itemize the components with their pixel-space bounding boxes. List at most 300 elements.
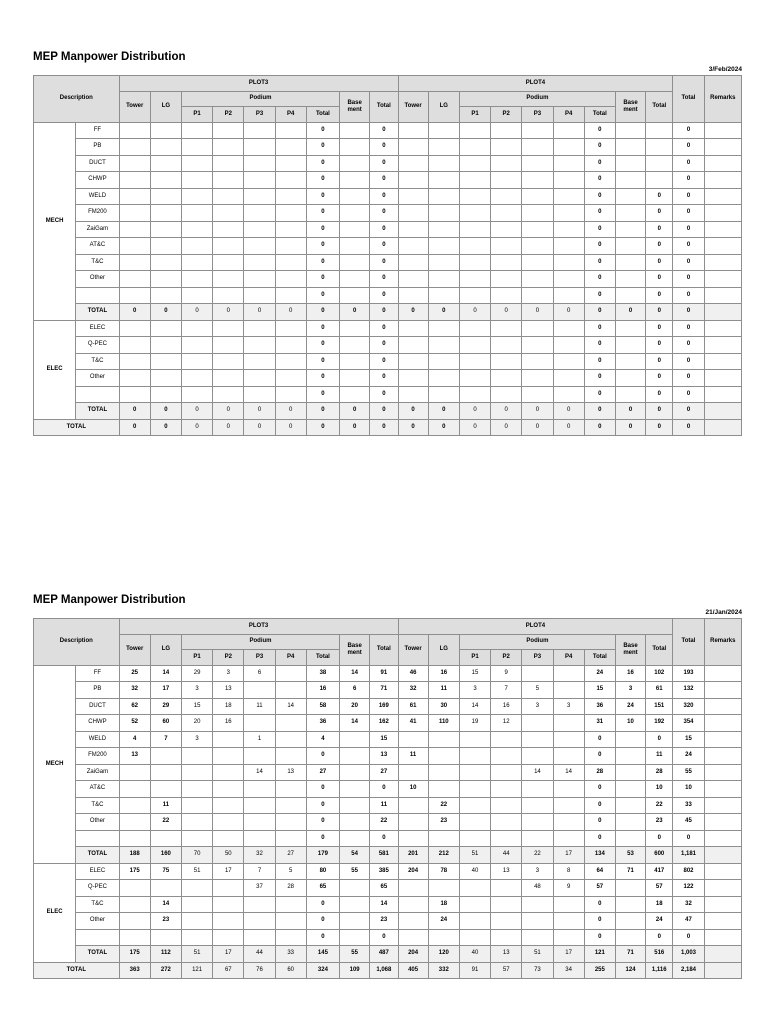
value-cell (459, 781, 490, 798)
value-cell (553, 254, 584, 271)
value-cell (398, 221, 428, 238)
header-grand-total: Total (673, 619, 704, 666)
value-cell (181, 781, 212, 798)
value-cell (491, 271, 522, 288)
value-cell: 0 (615, 403, 645, 420)
value-cell (181, 929, 212, 946)
value-cell (522, 797, 553, 814)
value-cell (491, 781, 522, 798)
table-row (34, 929, 742, 946)
value-cell (244, 172, 275, 189)
value-cell: 0 (673, 403, 704, 420)
value-cell (398, 370, 428, 387)
value-cell (119, 880, 150, 897)
value-cell: 76 (244, 962, 275, 979)
value-cell (522, 254, 553, 271)
value-cell (704, 304, 741, 321)
value-cell: 50 (213, 847, 244, 864)
table-row (34, 386, 742, 403)
value-cell (428, 287, 459, 304)
value-cell: 3 (615, 682, 645, 699)
value-cell: 80 (306, 863, 339, 880)
value-cell (275, 913, 306, 930)
value-cell: 0 (553, 419, 584, 436)
value-cell (704, 913, 741, 930)
value-cell: 32 (244, 847, 275, 864)
value-cell: 0 (306, 337, 339, 354)
total-row (34, 304, 742, 321)
value-cell (428, 188, 459, 205)
value-cell: 0 (646, 304, 673, 321)
value-cell (428, 320, 459, 337)
value-cell (428, 271, 459, 288)
value-cell (340, 172, 370, 189)
value-cell (340, 337, 370, 354)
value-cell: 0 (584, 830, 615, 847)
value-cell: 0 (306, 386, 339, 403)
value-cell: 14 (275, 698, 306, 715)
row-label: T&C (76, 254, 119, 271)
table-row (34, 370, 742, 387)
table-row (34, 764, 742, 781)
value-cell: 52 (119, 715, 150, 732)
value-cell (181, 320, 212, 337)
value-cell: 45 (673, 814, 704, 831)
value-cell (459, 320, 490, 337)
value-cell (553, 238, 584, 255)
row-label (76, 830, 119, 847)
value-cell: 17 (213, 946, 244, 963)
value-cell (491, 139, 522, 156)
value-cell: 121 (584, 946, 615, 963)
row-label: TOTAL (76, 403, 119, 420)
value-cell: 0 (150, 304, 181, 321)
value-cell (704, 698, 741, 715)
value-cell: 0 (340, 304, 370, 321)
value-cell (704, 830, 741, 847)
value-cell: 10 (646, 781, 673, 798)
value-cell: 0 (584, 353, 615, 370)
value-cell (340, 155, 370, 172)
value-cell: 0 (646, 419, 673, 436)
row-label: PB (76, 682, 119, 699)
value-cell: 0 (306, 238, 339, 255)
value-cell (340, 764, 370, 781)
value-cell (704, 287, 741, 304)
value-cell: 0 (370, 304, 398, 321)
header-basement: Base ment (340, 634, 370, 665)
row-label (76, 929, 119, 946)
value-cell (275, 205, 306, 222)
value-cell (275, 797, 306, 814)
value-cell: 0 (584, 814, 615, 831)
value-cell (244, 337, 275, 354)
value-cell: 0 (522, 419, 553, 436)
value-cell: 3 (181, 731, 212, 748)
header-remarks: Remarks (704, 619, 741, 666)
value-cell (491, 155, 522, 172)
value-cell (244, 913, 275, 930)
value-cell: 0 (306, 205, 339, 222)
value-cell (213, 287, 244, 304)
value-cell: 0 (673, 287, 704, 304)
value-cell (181, 287, 212, 304)
value-cell (615, 797, 645, 814)
value-cell: 272 (150, 962, 181, 979)
value-cell: 204 (398, 863, 428, 880)
value-cell (615, 205, 645, 222)
value-cell: 71 (615, 863, 645, 880)
header-p4: P4 (275, 650, 306, 666)
value-cell: 51 (522, 946, 553, 963)
value-cell (491, 748, 522, 765)
manpower-table (33, 618, 742, 979)
value-cell: 14 (340, 715, 370, 732)
value-cell: 3 (459, 682, 490, 699)
value-cell: 10 (615, 715, 645, 732)
value-cell (150, 781, 181, 798)
header-description: Description (34, 619, 120, 666)
value-cell: 175 (119, 863, 150, 880)
value-cell: 0 (181, 304, 212, 321)
value-cell (615, 370, 645, 387)
value-cell: 0 (646, 403, 673, 420)
value-cell: 65 (306, 880, 339, 897)
value-cell: 0 (646, 221, 673, 238)
value-cell: 0 (370, 238, 398, 255)
value-cell: 0 (584, 748, 615, 765)
value-cell: 3 (181, 682, 212, 699)
value-cell (491, 205, 522, 222)
value-cell: 0 (370, 929, 398, 946)
value-cell (428, 370, 459, 387)
value-cell: 0 (428, 419, 459, 436)
value-cell: 600 (646, 847, 673, 864)
value-cell (119, 221, 150, 238)
row-label: ELEC (76, 320, 119, 337)
value-cell: 55 (673, 764, 704, 781)
value-cell: 17 (553, 847, 584, 864)
value-cell (428, 172, 459, 189)
value-cell: 0 (584, 254, 615, 271)
value-cell (275, 830, 306, 847)
header-p4: P4 (553, 650, 584, 666)
value-cell (459, 814, 490, 831)
value-cell (181, 370, 212, 387)
row-label: ZaiGam (76, 221, 119, 238)
value-cell: 18 (213, 698, 244, 715)
value-cell: 0 (673, 122, 704, 139)
value-cell: 13 (370, 748, 398, 765)
value-cell (340, 205, 370, 222)
value-cell (553, 715, 584, 732)
report-title: MEP Manpower Distribution (33, 594, 186, 606)
value-cell (491, 731, 522, 748)
value-cell (428, 238, 459, 255)
value-cell (213, 337, 244, 354)
value-cell: 0 (673, 155, 704, 172)
value-cell: 22 (428, 797, 459, 814)
value-cell: 0 (370, 353, 398, 370)
value-cell: 0 (306, 929, 339, 946)
value-cell: 201 (398, 847, 428, 864)
value-cell (150, 287, 181, 304)
value-cell (553, 781, 584, 798)
table-row (34, 155, 742, 172)
value-cell (150, 880, 181, 897)
value-cell: 70 (181, 847, 212, 864)
value-cell (522, 665, 553, 682)
value-cell (181, 386, 212, 403)
value-cell: 0 (584, 896, 615, 913)
row-label: FF (76, 665, 119, 682)
value-cell: 75 (150, 863, 181, 880)
value-cell (398, 913, 428, 930)
value-cell (704, 122, 741, 139)
value-cell: 22 (150, 814, 181, 831)
value-cell (244, 139, 275, 156)
value-cell (150, 929, 181, 946)
value-cell: 0 (646, 353, 673, 370)
value-cell (150, 122, 181, 139)
value-cell (522, 748, 553, 765)
row-label: TOTAL (76, 304, 119, 321)
value-cell: 0 (615, 304, 645, 321)
value-cell: 0 (646, 830, 673, 847)
value-cell: 11 (398, 748, 428, 765)
value-cell (275, 221, 306, 238)
value-cell (459, 205, 490, 222)
value-cell: 0 (370, 188, 398, 205)
value-cell (553, 271, 584, 288)
row-label: ZaiGam (76, 764, 119, 781)
value-cell: 15 (584, 682, 615, 699)
value-cell (553, 748, 584, 765)
value-cell: 0 (213, 304, 244, 321)
value-cell: 0 (150, 419, 181, 436)
value-cell (244, 254, 275, 271)
value-cell (340, 731, 370, 748)
value-cell (150, 764, 181, 781)
value-cell: 0 (584, 271, 615, 288)
value-cell: 15 (673, 731, 704, 748)
value-cell: 0 (306, 748, 339, 765)
value-cell: 0 (491, 419, 522, 436)
value-cell (213, 797, 244, 814)
value-cell (553, 731, 584, 748)
value-cell: 0 (275, 403, 306, 420)
value-cell (181, 139, 212, 156)
value-cell (491, 221, 522, 238)
value-cell (244, 188, 275, 205)
value-cell (428, 337, 459, 354)
value-cell (244, 287, 275, 304)
value-cell (213, 748, 244, 765)
value-cell (522, 386, 553, 403)
value-cell (615, 386, 645, 403)
value-cell (491, 814, 522, 831)
value-cell (119, 238, 150, 255)
value-cell: 36 (584, 698, 615, 715)
value-cell (398, 205, 428, 222)
value-cell (428, 122, 459, 139)
value-cell: 0 (584, 320, 615, 337)
header-sub-total: Total (306, 107, 339, 123)
header-p2: P2 (491, 650, 522, 666)
value-cell: 0 (584, 929, 615, 946)
value-cell (213, 172, 244, 189)
value-cell: 175 (119, 946, 150, 963)
value-cell (398, 122, 428, 139)
value-cell (213, 122, 244, 139)
value-cell (428, 731, 459, 748)
value-cell (491, 913, 522, 930)
value-cell (244, 830, 275, 847)
value-cell: 0 (459, 419, 490, 436)
value-cell: 1,116 (646, 962, 673, 979)
value-cell: 15 (370, 731, 398, 748)
value-cell: 0 (370, 419, 398, 436)
value-cell (150, 188, 181, 205)
value-cell (491, 122, 522, 139)
value-cell: 0 (673, 370, 704, 387)
value-cell (522, 913, 553, 930)
value-cell (553, 188, 584, 205)
value-cell (398, 271, 428, 288)
value-cell: 0 (646, 254, 673, 271)
value-cell (181, 797, 212, 814)
value-cell: 57 (584, 880, 615, 897)
value-cell (244, 748, 275, 765)
value-cell: 0 (584, 419, 615, 436)
value-cell: 0 (584, 172, 615, 189)
table-row (34, 748, 742, 765)
value-cell: 3 (522, 863, 553, 880)
value-cell (119, 172, 150, 189)
value-cell: 0 (615, 419, 645, 436)
value-cell: 0 (213, 403, 244, 420)
value-cell (704, 748, 741, 765)
value-cell (213, 896, 244, 913)
row-label: T&C (76, 896, 119, 913)
value-cell: 14 (340, 665, 370, 682)
value-cell: 0 (673, 139, 704, 156)
row-label: T&C (76, 353, 119, 370)
value-cell (150, 155, 181, 172)
value-cell: 24 (673, 748, 704, 765)
value-cell (181, 271, 212, 288)
value-cell (704, 962, 741, 979)
header-p1: P1 (181, 650, 212, 666)
row-label: FF (76, 122, 119, 139)
row-label: FM200 (76, 205, 119, 222)
value-cell: 0 (306, 913, 339, 930)
value-cell: 179 (306, 847, 339, 864)
value-cell (615, 880, 645, 897)
row-label: FM200 (76, 748, 119, 765)
value-cell: 18 (646, 896, 673, 913)
value-cell: 7 (244, 863, 275, 880)
value-cell (213, 731, 244, 748)
row-label: Q-PEC (76, 337, 119, 354)
value-cell: 0 (646, 188, 673, 205)
value-cell: 23 (646, 814, 673, 831)
value-cell (340, 814, 370, 831)
value-cell: 27 (306, 764, 339, 781)
header-tower: Tower (119, 634, 150, 665)
value-cell (213, 320, 244, 337)
value-cell: 0 (340, 403, 370, 420)
value-cell (704, 682, 741, 699)
value-cell: 145 (306, 946, 339, 963)
value-cell (398, 353, 428, 370)
value-cell (181, 748, 212, 765)
table-row (34, 353, 742, 370)
table-row (34, 139, 742, 156)
value-cell: 55 (340, 863, 370, 880)
value-cell (459, 797, 490, 814)
header-description: Description (34, 76, 120, 123)
value-cell (150, 337, 181, 354)
header-plot3: PLOT3 (119, 619, 398, 635)
value-cell: 36 (306, 715, 339, 732)
value-cell: 18 (428, 896, 459, 913)
header-podium: Podium (459, 91, 615, 107)
value-cell (553, 913, 584, 930)
value-cell (459, 122, 490, 139)
value-cell (704, 880, 741, 897)
value-cell: 0 (275, 419, 306, 436)
value-cell (491, 896, 522, 913)
value-cell: 0 (370, 830, 398, 847)
value-cell: 121 (181, 962, 212, 979)
value-cell: 17 (213, 863, 244, 880)
value-cell: 0 (119, 403, 150, 420)
value-cell: 1,181 (673, 847, 704, 864)
value-cell: 0 (522, 304, 553, 321)
value-cell: 0 (306, 419, 339, 436)
value-cell: 0 (673, 386, 704, 403)
row-label: DUCT (76, 155, 119, 172)
value-cell: 0 (584, 188, 615, 205)
value-cell: 0 (673, 830, 704, 847)
value-cell: 102 (646, 665, 673, 682)
value-cell (181, 172, 212, 189)
value-cell (615, 221, 645, 238)
value-cell: 0 (306, 797, 339, 814)
value-cell: 28 (646, 764, 673, 781)
value-cell (340, 271, 370, 288)
value-cell: 25 (119, 665, 150, 682)
value-cell (522, 320, 553, 337)
value-cell: 0 (306, 122, 339, 139)
value-cell: 0 (584, 403, 615, 420)
value-cell (398, 139, 428, 156)
value-cell: 9 (553, 880, 584, 897)
value-cell (275, 238, 306, 255)
value-cell: 0 (306, 221, 339, 238)
value-cell: 0 (370, 155, 398, 172)
value-cell (522, 122, 553, 139)
value-cell: 5 (522, 682, 553, 699)
value-cell (553, 896, 584, 913)
value-cell: 0 (459, 304, 490, 321)
value-cell: 1,003 (673, 946, 704, 963)
value-cell: 7 (150, 731, 181, 748)
value-cell: 354 (673, 715, 704, 732)
value-cell (398, 830, 428, 847)
value-cell: 0 (553, 403, 584, 420)
